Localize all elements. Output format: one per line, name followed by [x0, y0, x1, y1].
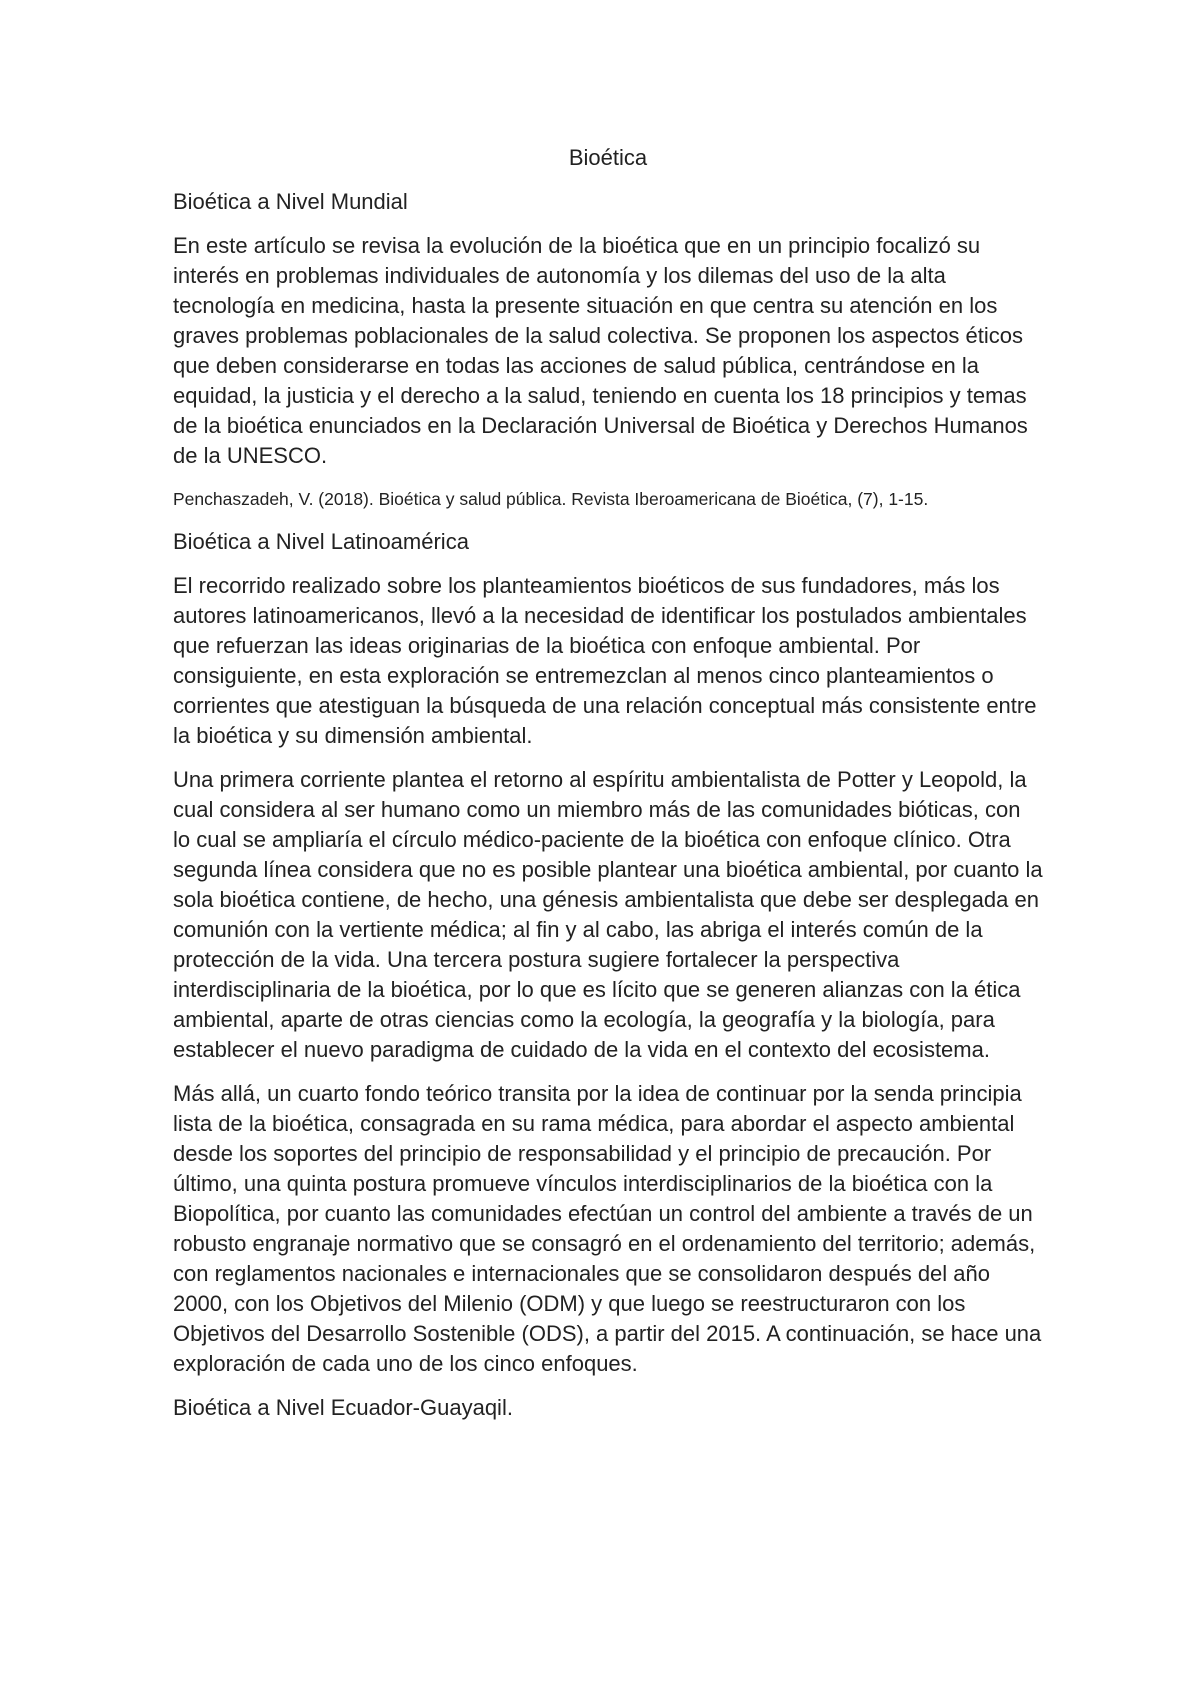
citation: Penchaszadeh, V. (2018). Bioética y salud pública. Revista Iberoamericana de Bioética, (7), 1-15. [173, 489, 929, 509]
section-heading-ecuador: Bioética a Nivel Ecuador-Guayaqil. [173, 1395, 513, 1420]
paragraph: El recorrido realizado sobre los planteamientos bioéticos de sus fundadores, más los autores latinoamericanos, llevó a la necesidad de identificar los postulados ambientales que refuerzan las ideas originarias de la bioética con enfoque ambiental. Por consiguiente, en esta exploración se entremezclan al menos cinco planteamientos o corrientes que atestiguan la búsqueda de una relación conceptual más consistente entre la bioética y su dimensión ambiental. [173, 573, 1037, 748]
paragraph: En este artículo se revisa la evolución de la bioética que en un principio focalizó su interés en problemas individuales de autonomía y los dilemas del uso de la alta tecnología en medicina, hasta la presente situación en que centra su atención en los graves problemas poblacionales de la salud colectiva. Se proponen los aspectos éticos que deben considerarse en todas las acciones de salud pública, centrándose en la equidad, la justicia y el derecho a la salud, teniendo en cuenta los 18 principios y temas de la bioética enunciados en la Declaración Universal de Bioética y Derechos Humanos de la UNESCO. [173, 233, 1028, 468]
section-heading-mundial: Bioética a Nivel Mundial [173, 189, 408, 214]
document-body [173, 143, 1043, 1437]
paragraph: Una primera corriente plantea el retorno al espíritu ambientalista de Potter y Leopold, la cual considera al ser humano como un miembro más de las comunidades bióticas, con lo cual se ampliaría el círculo médico-paciente de la bioética con enfoque clínico. Otra segunda línea considera que no es posible plantear una bioética ambiental, por cuanto la sola bioética contiene, de hecho, una génesis ambientalista que debe ser desplegada en comunión con la vertiente médica; al fin y al cabo, las abriga el interés común de la protección de la vida. Una tercera postura sugiere fortalecer la perspectiva interdisciplinaria de la bioética, por lo que es lícito que se generen alianzas con la ética ambiental, aparte de otras ciencias como la ecología, la geografía y la biología, para establecer el nuevo paradigma de cuidado de la vida en el contexto del ecosistema. [173, 767, 1043, 1062]
section-heading-latinoamerica: Bioética a Nivel Latinoamérica [173, 529, 469, 554]
document-title: Bioética [568, 145, 648, 170]
paragraph: Más allá, un cuarto fondo teórico transita por la idea de continuar por la senda principia lista de la bioética, consagrada en su rama médica, para abordar el aspecto ambiental desde los soportes del principio de responsabilidad y el principio de precaución. Por último, una quinta postura promueve vínculos interdisciplinarios de la bioética con la Biopolítica, por cuanto las comunidades efectúan un control del ambiente a través de un robusto engranaje normativo que se consagró en el ordenamiento del territorio; además, con reglamentos nacionales e internacionales que se consolidaron después del año 2000, con los Objetivos del Milenio (ODM) y que luego se reestructuraron con los Objetivos del Desarrollo Sostenible (ODS), a partir del 2015. A continuación, se hace una exploración de cada uno de los cinco enfoques. [173, 1081, 1042, 1376]
